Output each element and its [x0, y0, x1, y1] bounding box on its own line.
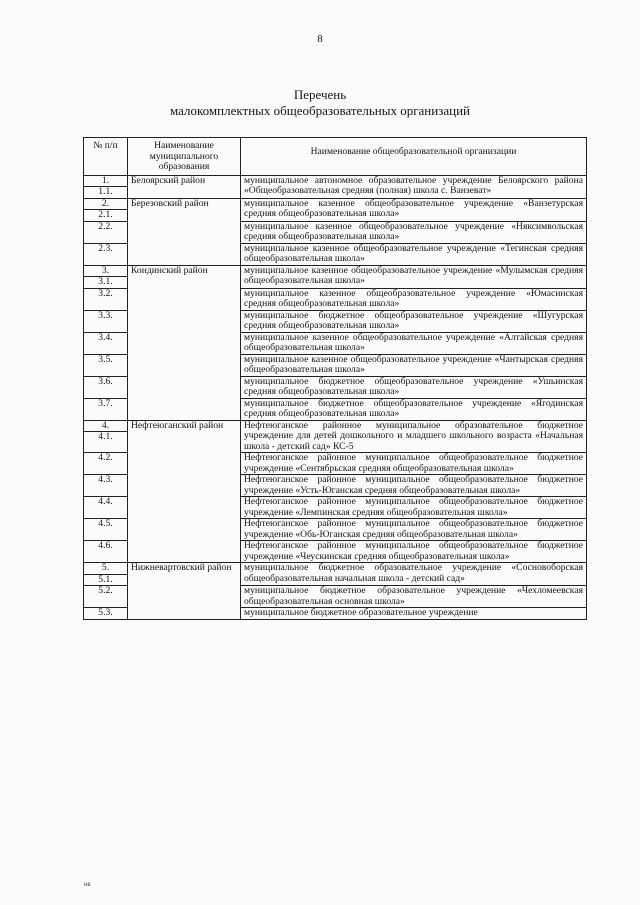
item-number: 3.3. [98, 309, 113, 321]
organization-cell: муниципальное бюджетное общеобразовательное учреждение «Ягодинская средняя общеобразовательная школа» [241, 398, 587, 420]
table-row [84, 175, 587, 198]
item-number: 3.2. [98, 287, 113, 299]
footer-mark: нв [84, 882, 91, 888]
organization-cell: муниципальное автономное образовательное учреждение Белоярского района «Общеобразовательная средняя (полная) школа с. Ванзеват» [241, 175, 587, 198]
organization-cell: муниципальное бюджетное образовательное учреждение «Сосновоборская общеобразовательная начальная школа - детский сад» [241, 563, 587, 586]
row-number-cell [84, 198, 128, 221]
item-number: 5.1. [84, 574, 127, 586]
item-number: 4.4. [98, 496, 113, 507]
municipality-cell: Нефтеюганский район [128, 420, 241, 563]
table-row [84, 420, 587, 453]
organization-cell: Нефтеюганское районное муниципальное общеобразовательное бюджетное учреждение «Сентябрьская средняя общеобразовательная школа» [241, 453, 587, 475]
group-number: 2. [101, 197, 110, 209]
row-number-cell [84, 608, 128, 620]
item-number: 4.2. [98, 452, 113, 463]
table-body [84, 175, 587, 619]
item-number: 4.1. [84, 431, 127, 443]
organization-cell: муниципальное бюджетное общеобразовательное учреждение «Ушьинская средняя общеобразовательная школа» [241, 376, 587, 398]
row-number-cell [84, 475, 128, 497]
row-number-cell [84, 586, 128, 608]
item-number: 3.6. [98, 375, 113, 387]
row-number-cell [84, 332, 128, 354]
item-number: 5.3. [98, 607, 113, 618]
table-row [84, 563, 587, 586]
row-number-cell [84, 563, 128, 586]
item-number: 4.5. [98, 518, 113, 529]
item-number: 3.5. [98, 353, 113, 365]
row-number-cell [84, 519, 128, 541]
municipality-cell: Белоярский район [128, 175, 241, 198]
item-number: 4.3. [98, 474, 113, 485]
header-organization: Наименование общеобразовательной организации [241, 138, 587, 176]
group-number: 3. [101, 264, 110, 276]
organization-cell: муниципальное казенное общеобразовательное учреждение «Няксимвольская средняя общеобразовательная школа» [241, 221, 587, 243]
item-number: 4.6. [98, 540, 113, 551]
page-number: 8 [317, 33, 323, 45]
table-row [84, 198, 587, 221]
organization-cell: муниципальное казенное общеобразовательное учреждение «Алтайская средняя общеобразовательная школа» [241, 332, 587, 354]
row-number-cell [84, 265, 128, 288]
row-number-cell [84, 310, 128, 332]
row-number-cell [84, 497, 128, 519]
header-num: № п/п [84, 138, 128, 176]
municipality-cell: Березовский район [128, 198, 241, 265]
row-number-cell [84, 243, 128, 265]
row-number-cell [84, 221, 128, 243]
item-number: 1.1. [84, 186, 127, 198]
table-row [84, 265, 587, 288]
row-number-cell [84, 420, 128, 453]
row-number-cell [84, 453, 128, 475]
organization-cell: муниципальное казенное общеобразовательное учреждение «Мулымская средняя общеобразовательная школа» [241, 265, 587, 288]
organization-cell: Нефтеюганское районное муниципальное общеобразовательное бюджетное учреждение «Чеускинская средняя общеобразовательная школа» [241, 541, 587, 563]
table-header-row [84, 138, 587, 176]
row-number-cell [84, 175, 128, 198]
organization-cell: муниципальное казенное общеобразовательное учреждение «Чантырская средняя общеобразовательная школа» [241, 354, 587, 376]
title-line-2: малокомплектных общеобразовательных организаций [170, 103, 470, 118]
organizations-table [83, 137, 587, 620]
header-municipality: Наименование муниципального образования [128, 138, 241, 176]
municipality-cell: Нижневартовский район [128, 563, 241, 620]
organization-cell: муниципальное казенное общеобразовательное учреждение «Ванзетурская средняя общеобразовательная школа» [241, 198, 587, 221]
organization-cell: Нефтеюганское районное муниципальное общеобразовательное бюджетное учреждение «Обь-Юганская средняя общеобразовательная школа» [241, 519, 587, 541]
municipality-cell: Кондинский район [128, 265, 241, 420]
organization-cell: Нефтеюганское районное муниципальное общеобразовательное бюджетное учреждение «Лемпинская средняя общеобразовательная школа» [241, 497, 587, 519]
item-number: 2.1. [84, 209, 127, 221]
row-number-cell [84, 541, 128, 563]
organization-cell: Нефтеюганское районное муниципальное образовательное бюджетное учреждение для детей дошкольного и младшего школьного возраста «Начальная школа - детский сад» КС-5 [241, 420, 587, 453]
item-number: 3.1. [84, 276, 127, 288]
group-number: 1. [101, 174, 110, 186]
group-number: 4. [101, 419, 110, 431]
organization-cell: муниципальное казенное общеобразовательное учреждение «Юмасинская средняя общеобразовательная школа» [241, 288, 587, 310]
group-number: 5. [101, 562, 110, 573]
organization-cell: Нефтеюганское районное муниципальное общеобразовательное бюджетное учреждение «Усть-Юганская средняя общеобразовательная школа» [241, 475, 587, 497]
item-number: 3.7. [98, 397, 113, 409]
row-number-cell [84, 376, 128, 398]
organization-cell: муниципальное бюджетное образовательное учреждение [241, 608, 587, 620]
row-number-cell [84, 398, 128, 420]
row-number-cell [84, 354, 128, 376]
organization-cell: муниципальное казенное общеобразовательное учреждение «Тегинская средняя общеобразовательная школа» [241, 243, 587, 265]
organization-cell: муниципальное бюджетное образовательное учреждение «Чехломеевская общеобразовательная основная школа» [241, 586, 587, 608]
item-number: 2.3. [98, 242, 113, 254]
organization-cell: муниципальное бюджетное общеобразовательное учреждение «Шугурская средняя общеобразовательная школа» [241, 310, 587, 332]
item-number: 2.2. [98, 220, 113, 232]
row-number-cell [84, 288, 128, 310]
item-number: 5.2. [98, 585, 113, 596]
document-title [0, 87, 640, 119]
item-number: 3.4. [98, 331, 113, 343]
title-line-1: Перечень [293, 87, 347, 102]
